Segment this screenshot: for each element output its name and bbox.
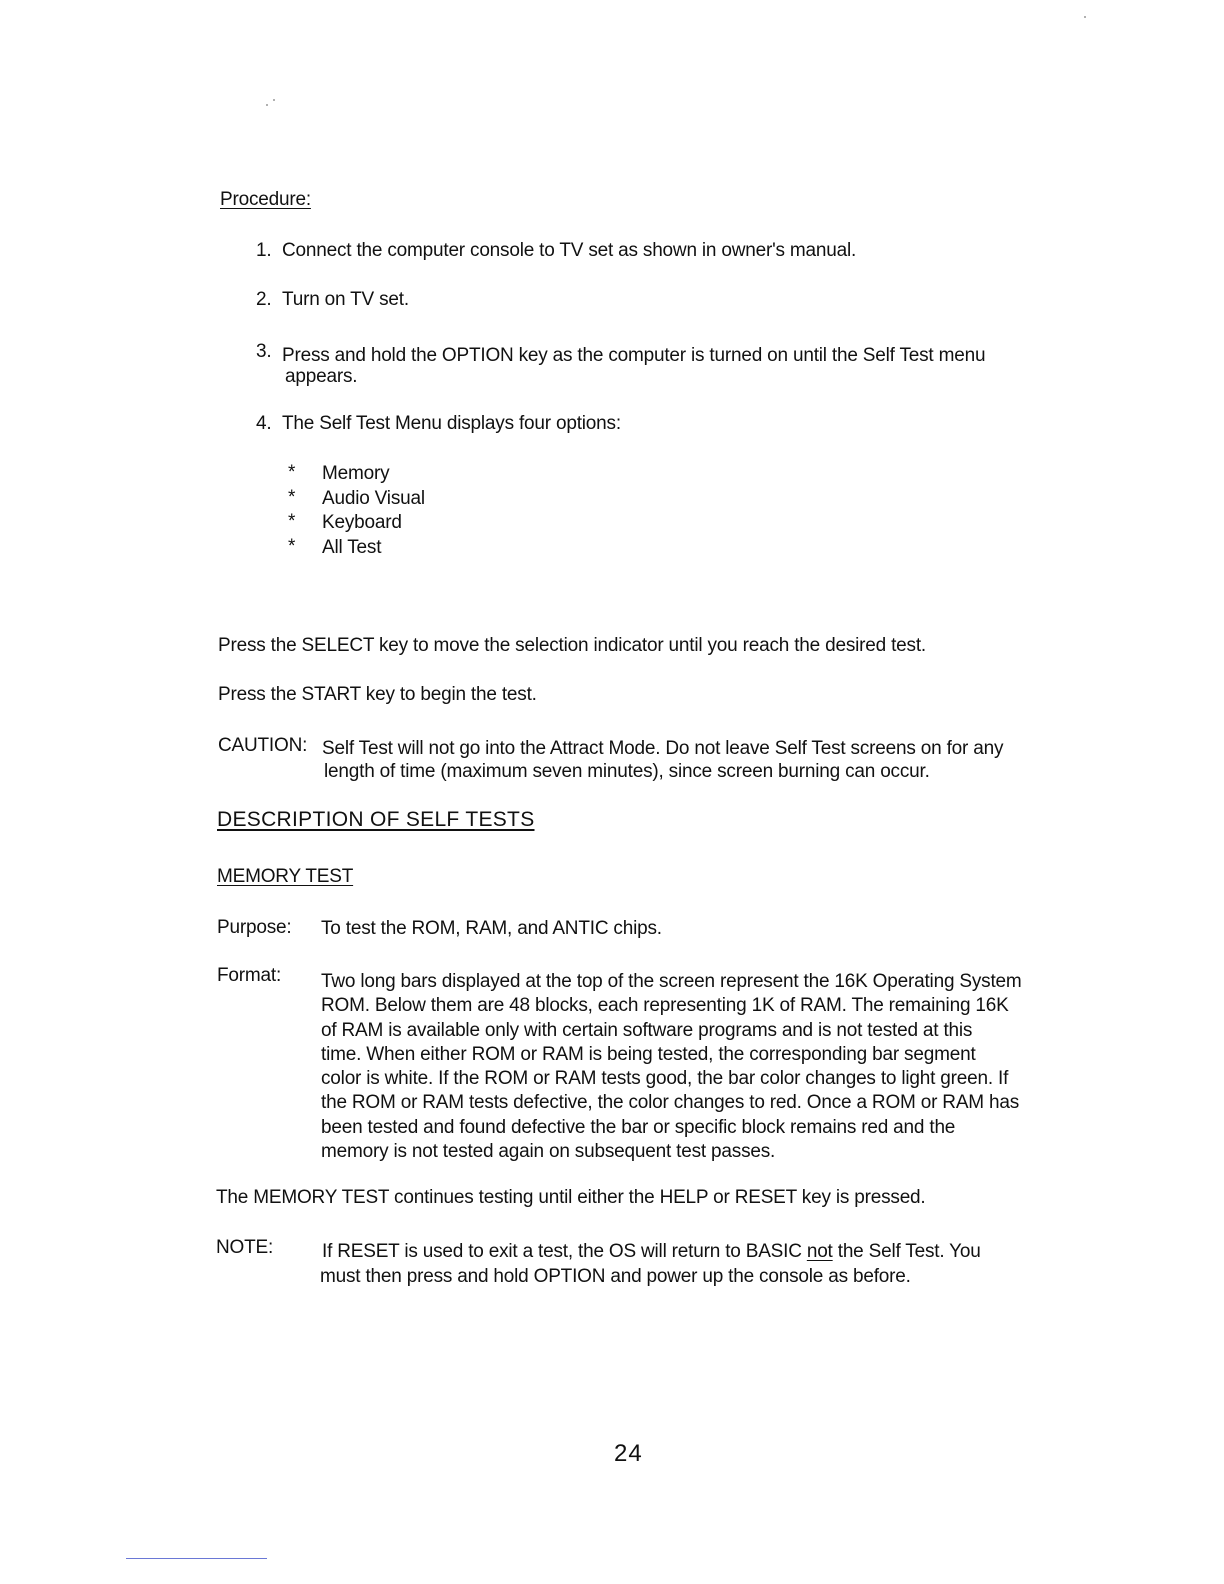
format-line: time. When either ROM or RAM is being tested, the corresponding bar segment xyxy=(321,1044,976,1065)
option-item: All Test xyxy=(322,537,382,558)
format-line: ROM. Below them are 48 blocks, each representing 1K of RAM. The remaining 16K xyxy=(321,995,1009,1016)
caution-text: length of time (maximum seven minutes), since screen burning can occur. xyxy=(324,761,930,782)
page-number: 24 xyxy=(614,1440,643,1467)
purpose-text: To test the ROM, RAM, and ANTIC chips. xyxy=(321,918,662,939)
bullet-icon: * xyxy=(288,487,296,508)
step-number: 3. xyxy=(256,341,272,362)
option-item: Memory xyxy=(322,463,390,484)
note-label: NOTE: xyxy=(216,1237,274,1258)
format-line: been tested and found defective the bar or specific block remains red and the xyxy=(321,1117,956,1138)
step-text: The Self Test Menu displays four options: xyxy=(282,413,621,434)
bullet-icon: * xyxy=(288,536,296,557)
format-line: Two long bars displayed at the top of the screen represent the 16K Operating System xyxy=(321,971,1022,992)
scan-speck xyxy=(1084,16,1086,18)
start-instruction: Press the START key to begin the test. xyxy=(218,684,537,705)
purpose-label: Purpose: xyxy=(217,917,292,938)
step-number: 4. xyxy=(256,413,272,434)
option-item: Keyboard xyxy=(322,512,402,533)
select-instruction: Press the SELECT key to move the selection indicator until you reach the desired test. xyxy=(218,635,926,656)
step-text: appears. xyxy=(285,366,358,387)
memory-test-heading: MEMORY TEST xyxy=(217,866,354,887)
description-heading: DESCRIPTION OF SELF TESTS xyxy=(217,808,535,831)
option-item: Audio Visual xyxy=(322,488,425,509)
bullet-icon: * xyxy=(288,511,296,532)
scan-speck xyxy=(273,99,275,101)
memory-test-continues: The MEMORY TEST continues testing until either the HELP or RESET key is pressed. xyxy=(216,1187,926,1208)
note-text xyxy=(322,1239,981,1264)
format-label: Format: xyxy=(217,965,282,986)
caution-text: Self Test will not go into the Attract Mode. Do not leave Self Test screens on for any xyxy=(322,738,1004,759)
footer-rule xyxy=(126,1558,267,1559)
format-line: the ROM or RAM tests defective, the color changes to red. Once a ROM or RAM has xyxy=(321,1092,1020,1113)
bullet-icon: * xyxy=(288,462,296,483)
note-text-part: If RESET is used to exit a test, the OS will return to BASIC xyxy=(322,1241,807,1262)
step-text: Turn on TV set. xyxy=(282,289,409,310)
procedure-heading: Procedure: xyxy=(220,189,311,210)
format-line: memory is not tested again on subsequent test passes. xyxy=(321,1141,776,1162)
format-line: of RAM is available only with certain software programs and is not tested at this xyxy=(321,1020,973,1041)
format-line: color is white. If the ROM or RAM tests good, the bar color changes to light green. If xyxy=(321,1068,1009,1089)
scan-speck xyxy=(266,104,268,106)
note-text: must then press and hold OPTION and power up the console as before. xyxy=(320,1266,911,1287)
caution-label: CAUTION: xyxy=(218,735,308,756)
note-text-part: the Self Test. You xyxy=(832,1241,981,1262)
step-text: Press and hold the OPTION key as the computer is turned on until the Self Test menu xyxy=(282,345,986,366)
step-number: 1. xyxy=(256,240,272,261)
step-number: 2. xyxy=(256,289,272,310)
note-emphasis: not xyxy=(806,1241,833,1262)
step-text: Connect the computer console to TV set as shown in owner's manual. xyxy=(282,240,857,261)
